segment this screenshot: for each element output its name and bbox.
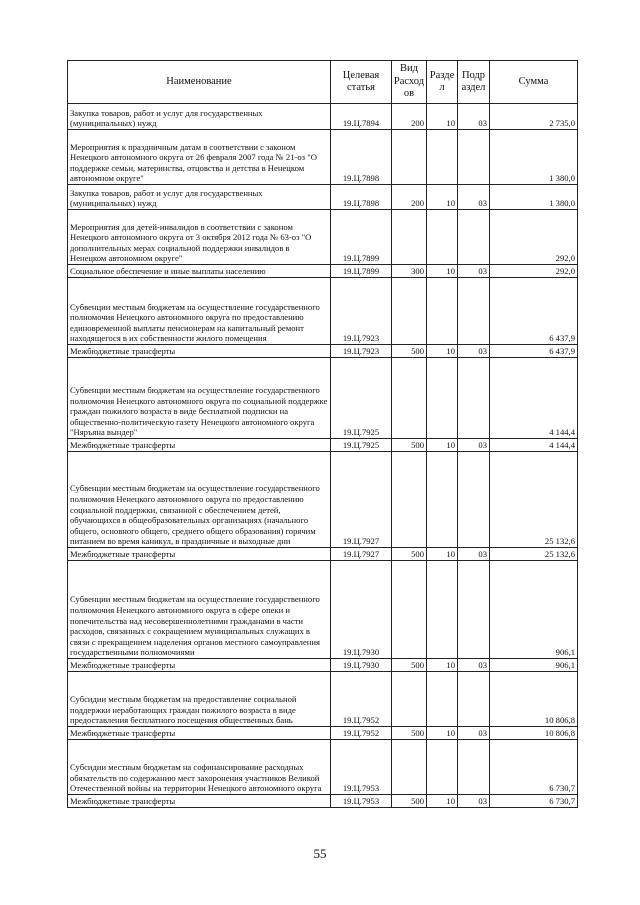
expense-type-cell — [392, 278, 427, 345]
expense-type-cell: 500 — [392, 659, 427, 672]
expense-type-cell: 300 — [392, 265, 427, 278]
target-article-cell: 19.Ц.7898 — [331, 185, 392, 210]
target-article-cell: 19.Ц.7923 — [331, 345, 392, 358]
name-cell: Субвенции местным бюджетам на осуществление государственного полномочия Ненецкого автономного округа по предоставлению социальной поддержки, связанной с обеспечением детей, обучающихся в общеобразовательных организациях (начального общего, основного общего, среднего общего образования) горячим питанием во время каникул, в праздничные и выходные дни — [68, 452, 331, 548]
section-cell: 10 — [427, 265, 458, 278]
target-article-cell: 19.Ц.7927 — [331, 452, 392, 548]
target-article-cell: 19.Ц.7953 — [331, 795, 392, 808]
target-article-cell: 19.Ц.7930 — [331, 561, 392, 659]
subsection-cell: 03 — [458, 265, 490, 278]
name-cell: Субвенции местным бюджетам на осуществление государственного полномочия Ненецкого автономного округа в сфере опеки и попечительства над несовершеннолетними гражданами в части расходов, связанных с сокращением муниципальных служащих в связи с прекращением наделения органов местного самоуправления государственными полномочиями — [68, 561, 331, 659]
subsection-cell: 03 — [458, 548, 490, 561]
name-cell: Межбюджетные трансферты — [68, 345, 331, 358]
name-cell: Субсидии местным бюджетам на софинансирование расходных обязательств по содержанию мест захоронения участников Великой Отечественной войны на территории Ненецкого автономного округа — [68, 740, 331, 795]
name-cell: Мероприятия к праздничным датам в соответствии с законом Ненецкого автономного округа от 26 февраля 2007 года № 21-оз "О поддержке семьи, материнства, отцовства и детства в Ненецком автономном округе" — [68, 130, 331, 185]
sum-cell: 25 132,6 — [490, 548, 578, 561]
sum-cell: 2 735,0 — [490, 104, 578, 130]
section-cell — [427, 130, 458, 185]
target-article-cell: 19.Ц.7923 — [331, 278, 392, 345]
table-header-row — [68, 61, 578, 104]
section-cell: 10 — [427, 795, 458, 808]
expense-type-cell: 200 — [392, 185, 427, 210]
name-cell: Мероприятия для детей-инвалидов в соответствии с законом Ненецкого автономного округа от 3 октября 2012 года № 63-оз "О дополнительных мерах социальной поддержки инвалидов в Ненецком автономном округе" — [68, 210, 331, 265]
table-row — [68, 278, 578, 345]
sum-cell: 1 380,0 — [490, 130, 578, 185]
section-cell — [427, 672, 458, 727]
subsection-cell: 03 — [458, 345, 490, 358]
subsection-cell: 03 — [458, 795, 490, 808]
sum-cell: 10 806,8 — [490, 727, 578, 740]
target-article-cell: 19.Ц.7898 — [331, 130, 392, 185]
name-cell: Межбюджетные трансферты — [68, 659, 331, 672]
subsection-cell: 03 — [458, 727, 490, 740]
expense-type-cell — [392, 130, 427, 185]
target-article-cell: 19.Ц.7953 — [331, 740, 392, 795]
expense-type-cell — [392, 561, 427, 659]
section-cell: 10 — [427, 727, 458, 740]
section-cell: 10 — [427, 104, 458, 130]
sum-cell: 906,1 — [490, 659, 578, 672]
name-cell: Субвенции местным бюджетам на осуществление государственного полномочия Ненецкого автономного округа по предоставлению единовременной выплаты пенсионерам на капитальный ремонт находящегося в их собственности жилого помещения — [68, 278, 331, 345]
sum-cell: 6 730,7 — [490, 740, 578, 795]
sum-cell: 10 806,8 — [490, 672, 578, 727]
name-cell: Закупка товаров, работ и услуг для государственных (муниципальных) нужд — [68, 185, 331, 210]
sum-cell: 6 437,9 — [490, 345, 578, 358]
table-row — [68, 548, 578, 561]
target-article-cell: 19.Ц.7952 — [331, 672, 392, 727]
subsection-cell: 03 — [458, 185, 490, 210]
sum-cell: 6 730,7 — [490, 795, 578, 808]
sum-cell: 292,0 — [490, 265, 578, 278]
sum-cell: 25 132,6 — [490, 452, 578, 548]
target-article-cell: 19.Ц.7925 — [331, 439, 392, 452]
expense-type-cell: 500 — [392, 727, 427, 740]
header-name: Наименование — [68, 61, 331, 104]
name-cell: Закупка товаров, работ и услуг для государственных (муниципальных) нужд — [68, 104, 331, 130]
subsection-cell: 03 — [458, 439, 490, 452]
sum-cell: 1 380,0 — [490, 185, 578, 210]
name-cell: Субсидии местным бюджетам на предоставление социальной поддержки неработающих граждан пожилого возраста в виде предоставления бесплатного посещения общественных бань — [68, 672, 331, 727]
subsection-cell — [458, 672, 490, 727]
section-cell — [427, 358, 458, 439]
section-cell — [427, 210, 458, 265]
table-row — [68, 265, 578, 278]
sum-cell: 292,0 — [490, 210, 578, 265]
budget-table — [67, 60, 578, 808]
table-row — [68, 185, 578, 210]
table-row — [68, 727, 578, 740]
sum-cell: 906,1 — [490, 561, 578, 659]
expense-type-cell — [392, 672, 427, 727]
target-article-cell: 19.Ц.7952 — [331, 727, 392, 740]
subsection-cell — [458, 278, 490, 345]
section-cell: 10 — [427, 345, 458, 358]
name-cell: Межбюджетные трансферты — [68, 439, 331, 452]
target-article-cell: 19.Ц.7925 — [331, 358, 392, 439]
sum-cell: 6 437,9 — [490, 278, 578, 345]
expense-type-cell — [392, 358, 427, 439]
table-row — [68, 439, 578, 452]
section-cell: 10 — [427, 659, 458, 672]
name-cell: Межбюджетные трансферты — [68, 795, 331, 808]
target-article-cell: 19.Ц.7894 — [331, 104, 392, 130]
expense-type-cell: 500 — [392, 345, 427, 358]
header-subsection: Подр аздел — [458, 61, 490, 104]
subsection-cell — [458, 358, 490, 439]
table-row — [68, 452, 578, 548]
sum-cell: 4 144,4 — [490, 358, 578, 439]
section-cell: 10 — [427, 439, 458, 452]
expense-type-cell: 500 — [392, 795, 427, 808]
section-cell — [427, 452, 458, 548]
subsection-cell: 03 — [458, 659, 490, 672]
name-cell: Межбюджетные трансферты — [68, 727, 331, 740]
subsection-cell — [458, 452, 490, 548]
section-cell — [427, 740, 458, 795]
expense-type-cell — [392, 210, 427, 265]
expense-type-cell: 500 — [392, 548, 427, 561]
section-cell — [427, 561, 458, 659]
name-cell: Межбюджетные трансферты — [68, 548, 331, 561]
subsection-cell — [458, 210, 490, 265]
name-cell: Социальное обеспечение и иные выплаты населению — [68, 265, 331, 278]
table-row — [68, 795, 578, 808]
table-row — [68, 659, 578, 672]
name-cell: Субвенции местным бюджетам на осуществление государственного полномочия Ненецкого автономного округа по социальной поддержке граждан пожилого возраста в виде бесплатной подписки на общественно-политическую газету Ненецкого автономного округа "Няръяна вындер" — [68, 358, 331, 439]
expense-type-cell — [392, 740, 427, 795]
section-cell: 10 — [427, 185, 458, 210]
subsection-cell — [458, 740, 490, 795]
expense-type-cell: 500 — [392, 439, 427, 452]
table-row — [68, 740, 578, 795]
table-row — [68, 104, 578, 130]
section-cell — [427, 278, 458, 345]
target-article-cell: 19.Ц.7899 — [331, 265, 392, 278]
section-cell: 10 — [427, 548, 458, 561]
expense-type-cell — [392, 452, 427, 548]
subsection-cell: 03 — [458, 104, 490, 130]
header-sum: Сумма — [490, 61, 578, 104]
table-row — [68, 210, 578, 265]
subsection-cell — [458, 130, 490, 185]
header-section: Разде л — [427, 61, 458, 104]
page-number: 55 — [313, 846, 327, 861]
table-row — [68, 345, 578, 358]
target-article-cell: 19.Ц.7927 — [331, 548, 392, 561]
table-row — [68, 672, 578, 727]
table-body — [68, 104, 578, 808]
target-article-cell: 19.Ц.7930 — [331, 659, 392, 672]
table-row — [68, 358, 578, 439]
expense-type-cell: 200 — [392, 104, 427, 130]
subsection-cell — [458, 561, 490, 659]
table-row — [68, 130, 578, 185]
header-target-article: Целевая статья — [331, 61, 392, 104]
target-article-cell: 19.Ц.7899 — [331, 210, 392, 265]
table-row — [68, 561, 578, 659]
sum-cell: 4 144,4 — [490, 439, 578, 452]
header-expense-type: Вид Расход ов — [392, 61, 427, 104]
